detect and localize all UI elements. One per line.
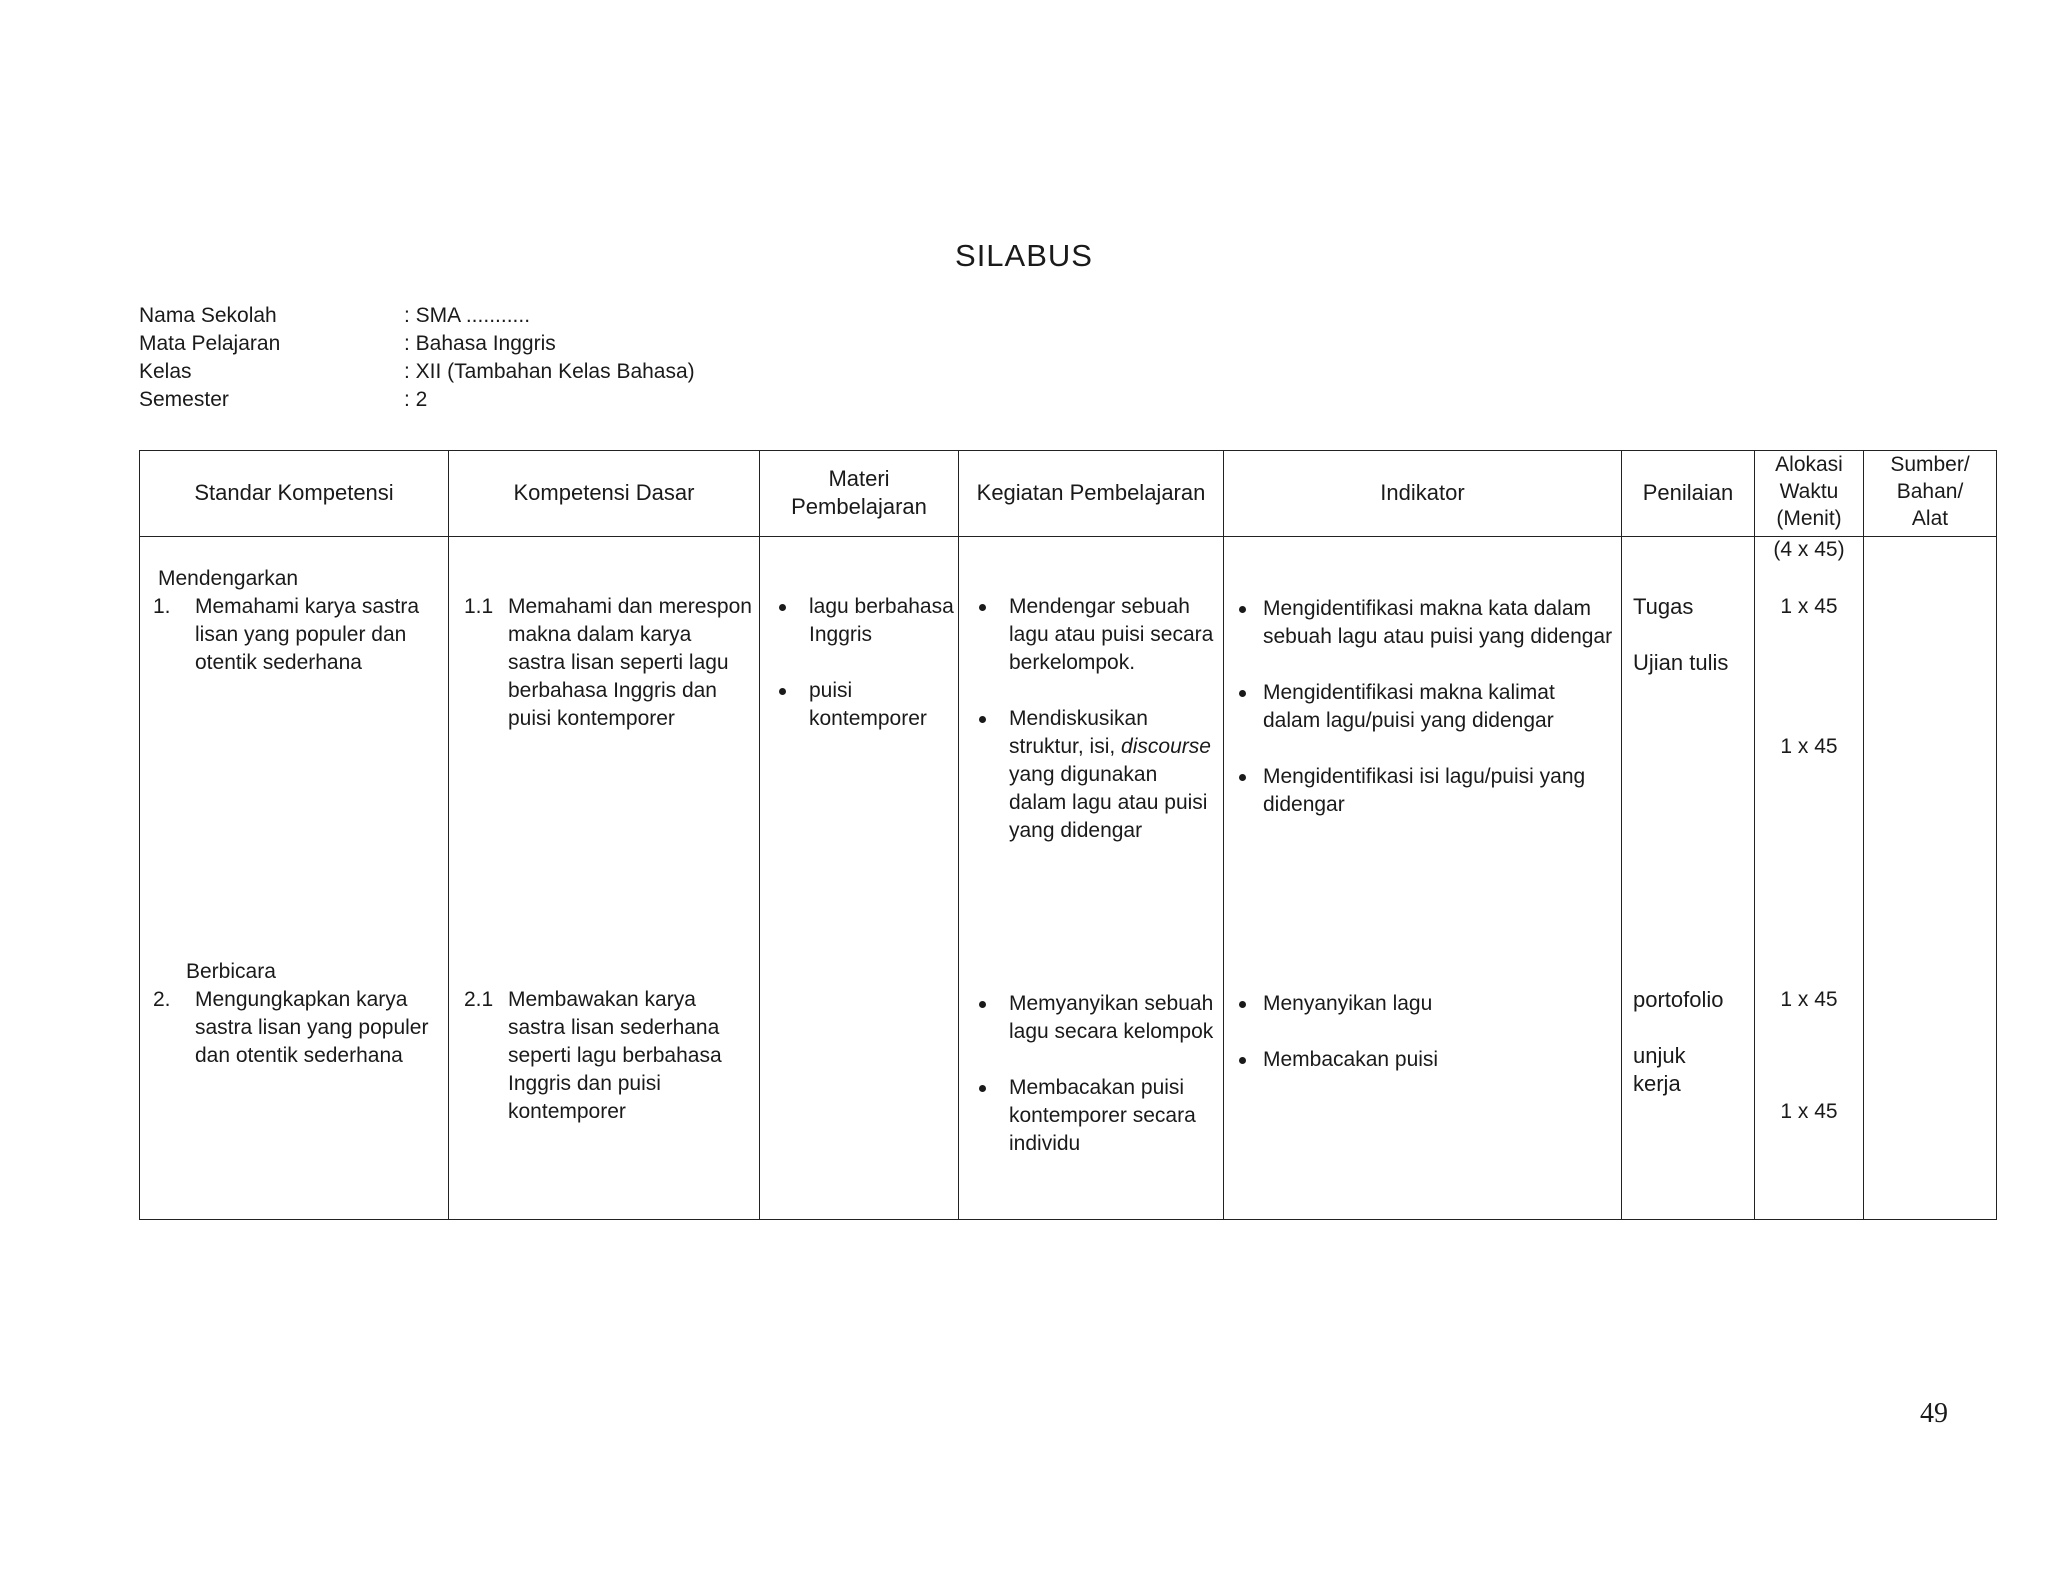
kegiatan-item: Membacakan puisi kontemporer secara individu	[965, 1074, 1220, 1158]
meta-label: Mata Pelajaran	[139, 332, 281, 355]
meta-value: : 2	[404, 388, 428, 411]
page-number: 49	[1920, 1398, 1948, 1429]
standar-text: Memahami karya sastra lisan yang populer dan otentik sederhana	[195, 595, 420, 674]
column-divider	[759, 450, 760, 1220]
kompetensi-dasar-1-1	[464, 593, 752, 733]
indikator-item: Membacakan puisi	[1233, 1046, 1615, 1074]
meta-value: : Bahasa Inggris	[404, 332, 556, 355]
kegiatan-text: yang digunakan dalam lagu atau puisi yang didengar	[1009, 763, 1208, 842]
meta-row-subject	[139, 330, 695, 358]
column-divider	[1621, 450, 1622, 1220]
alokasi-item: 1 x 45	[1780, 735, 1838, 758]
indikator-item: Menyanyikan lagu	[1233, 990, 1615, 1018]
table-border	[139, 1219, 1997, 1220]
alokasi-1	[1755, 593, 1863, 761]
header-divider	[139, 536, 1997, 537]
alokasi-total: (4 x 45)	[1773, 538, 1845, 561]
penilaian-1	[1633, 593, 1751, 677]
header-kegiatan: Kegiatan Pembelajaran	[976, 480, 1206, 505]
kegiatan-text: struktur, isi,	[1009, 735, 1116, 758]
kegiatan-list-2	[965, 990, 1220, 1158]
syllabus-table	[139, 450, 1997, 1220]
item-number: 2.1	[464, 988, 494, 1011]
meta-row-semester	[139, 386, 695, 414]
kegiatan-italic-term: discourse	[1121, 735, 1211, 758]
column-divider	[958, 450, 959, 1220]
column-divider	[1863, 450, 1864, 1220]
penilaian-item: unjuk kerja	[1633, 1043, 1686, 1096]
meta-row-school	[139, 302, 695, 330]
materi-item: lagu berbahasa Inggris	[765, 593, 955, 649]
alokasi-2	[1755, 986, 1863, 1126]
header-sumber: Sumber/ Bahan/ Alat	[1890, 453, 1970, 530]
penilaian-item: Ujian tulis	[1633, 650, 1729, 675]
column-divider	[448, 450, 449, 1220]
skill-label-berbicara: Berbicara	[186, 960, 276, 983]
item-number: 1.	[153, 595, 171, 618]
item-number: 1.1	[464, 595, 494, 618]
alokasi-item: 1 x 45	[1780, 595, 1838, 618]
header-penilaian: Penilaian	[1642, 480, 1734, 505]
header-kompetensi-dasar: Kompetensi Dasar	[513, 480, 695, 505]
alokasi-item: 1 x 45	[1780, 988, 1838, 1011]
indikator-item: Mengidentifikasi makna kalimat dalam lagu/puisi yang didengar	[1233, 679, 1615, 735]
kompetensi-text: Membawakan karya sastra lisan sederhana seperti lagu berbahasa Inggris dan puisi kontemporer	[508, 988, 722, 1123]
syllabus-meta	[139, 302, 695, 414]
meta-value: : SMA ...........	[404, 304, 531, 327]
kegiatan-item: Mendengar sebuah lagu atau puisi secara berkelompok.	[965, 593, 1220, 677]
kompetensi-dasar-2-1	[464, 986, 752, 1126]
kegiatan-lead: Mendiskusikan	[1009, 707, 1148, 730]
meta-label: Kelas	[139, 360, 192, 383]
standar-kompetensi-1	[153, 593, 443, 677]
materi-list-1	[765, 593, 955, 733]
kompetensi-text: Memahami dan merespon makna dalam karya sastra lisan seperti lagu berbahasa Inggris dan puisi kontemporer	[508, 595, 752, 730]
header-standar-kompetensi: Standar Kompetensi	[194, 480, 394, 505]
column-divider	[139, 450, 140, 1220]
header-materi: Materi Pembelajaran	[791, 466, 927, 519]
column-divider	[1996, 450, 1997, 1220]
penilaian-2	[1633, 986, 1751, 1098]
standar-kompetensi-2	[153, 986, 443, 1070]
skill-label-mendengarkan: Mendengarkan	[158, 567, 299, 590]
kegiatan-list-1	[965, 593, 1220, 845]
item-number: 2.	[153, 988, 171, 1011]
kegiatan-item: Memyanyikan sebuah lagu secara kelompok	[965, 990, 1220, 1046]
document-title: SILABUS	[955, 238, 1093, 273]
indikator-list-1	[1233, 595, 1615, 819]
header-alokasi: Alokasi Waktu (Menit)	[1775, 453, 1843, 530]
alokasi-item: 1 x 45	[1780, 1100, 1838, 1123]
penilaian-item: Tugas	[1633, 594, 1694, 619]
column-divider	[1223, 450, 1224, 1220]
header-indikator: Indikator	[1380, 480, 1465, 505]
penilaian-item: portofolio	[1633, 987, 1724, 1012]
kegiatan-item	[965, 705, 1220, 845]
materi-item: puisi kontemporer	[765, 677, 955, 733]
indikator-item: Mengidentifikasi makna kata dalam sebuah lagu atau puisi yang didengar	[1233, 595, 1615, 651]
meta-label: Semester	[139, 388, 229, 411]
meta-row-class	[139, 358, 695, 386]
indikator-list-2	[1233, 990, 1615, 1074]
meta-value: : XII (Tambahan Kelas Bahasa)	[404, 360, 695, 383]
indikator-item: Mengidentifikasi isi lagu/puisi yang didengar	[1233, 763, 1615, 819]
meta-label: Nama Sekolah	[139, 304, 277, 327]
standar-text: Mengungkapkan karya sastra lisan yang populer dan otentik sederhana	[195, 988, 429, 1067]
